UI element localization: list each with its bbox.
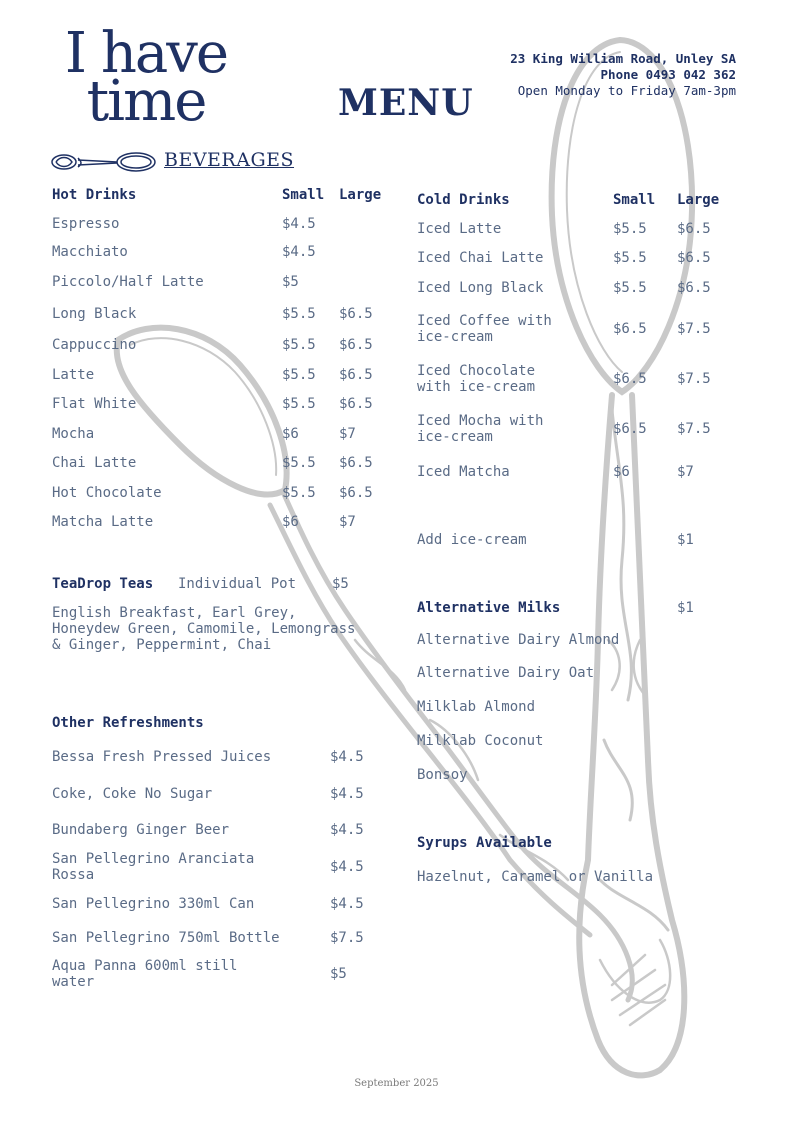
syrups-options: Hazelnut, Caramel or Vanilla — [417, 869, 654, 885]
cold-item-name: Iced Chocolate with ice-cream — [417, 363, 536, 395]
cold-item-large: $6.5 — [677, 250, 711, 266]
hot-item-small: $4.5 — [282, 216, 316, 232]
refreshments-heading: Other Refreshments — [52, 715, 204, 731]
cold-item-small: $5.5 — [613, 280, 647, 296]
teas-heading: TeaDrop Teas — [52, 576, 154, 592]
cold-item-small: $5.5 — [613, 221, 647, 237]
cold-item-name: Iced Matcha — [417, 464, 510, 480]
alt-milks-heading: Alternative Milks — [417, 600, 561, 616]
hot-item-name: Mocha — [52, 426, 95, 442]
refreshment-name: San Pellegrino 330ml Can — [52, 896, 255, 912]
hot-item-large: $6.5 — [339, 396, 373, 412]
section-title-beverages: BEVERAGES — [164, 149, 295, 171]
logo-line-2: time — [86, 69, 206, 134]
syrups-heading: Syrups Available — [417, 835, 552, 851]
refreshment-price: $4.5 — [330, 786, 364, 802]
refreshment-name: San Pellegrino Aranciata Rossa — [52, 851, 255, 883]
refreshment-price: $4.5 — [330, 749, 364, 765]
alt-milks-price: $1 — [677, 600, 694, 616]
refreshment-price: $7.5 — [330, 930, 364, 946]
hot-drinks-heading: Hot Drinks — [52, 187, 137, 203]
hot-item-small: $5.5 — [282, 396, 316, 412]
teas-pot-label: Individual Pot — [178, 576, 297, 592]
address: 23 King William Road, Unley SA — [510, 51, 736, 66]
spoon-icon — [48, 150, 160, 176]
hot-item-small: $5.5 — [282, 485, 316, 501]
refreshment-price: $4.5 — [330, 822, 364, 838]
add-ice-cream-price: $1 — [677, 532, 694, 548]
cold-item-small: $6.5 — [613, 371, 647, 387]
teas-varieties: English Breakfast, Earl Grey, Honeydew Green, Camomile, Lemongrass & Ginger, Peppermint, Chai — [52, 605, 356, 653]
cold-item-large: $6.5 — [677, 221, 711, 237]
cold-item-name: Iced Coffee with ice-cream — [417, 313, 552, 345]
hot-item-large: $6.5 — [339, 455, 373, 471]
hot-item-small: $6 — [282, 426, 299, 442]
hot-item-small: $5.5 — [282, 337, 316, 353]
cold-item-large: $7.5 — [677, 371, 711, 387]
hot-item-large: $6.5 — [339, 367, 373, 383]
refreshment-name: Bundaberg Ginger Beer — [52, 822, 230, 838]
hot-item-small: $5.5 — [282, 455, 316, 471]
hot-item-name: Chai Latte — [52, 455, 137, 471]
hot-small-header: Small — [282, 187, 325, 203]
refreshment-name: San Pellegrino 750ml Bottle — [52, 930, 280, 946]
alt-milk-item: Milklab Coconut — [417, 733, 544, 749]
cold-large-header: Large — [677, 192, 720, 208]
cold-item-name: Iced Chai Latte — [417, 250, 544, 266]
hot-item-small: $5.5 — [282, 367, 316, 383]
alt-milk-item: Milklab Almond — [417, 699, 536, 715]
hot-item-large: $6.5 — [339, 306, 373, 322]
cold-item-large: $7 — [677, 464, 694, 480]
hot-item-large: $7 — [339, 426, 356, 442]
opening-hours: Open Monday to Friday 7am-3pm — [517, 83, 736, 98]
hot-item-small: $5.5 — [282, 306, 316, 322]
hot-item-name: Piccolo/Half Latte — [52, 274, 204, 290]
cold-item-small: $6.5 — [613, 421, 647, 437]
hot-item-name: Latte — [52, 367, 95, 383]
cold-item-large: $7.5 — [677, 321, 711, 337]
cold-item-small: $6 — [613, 464, 630, 480]
alt-milk-item: Bonsoy — [417, 767, 468, 783]
hot-item-name: Matcha Latte — [52, 514, 154, 530]
cold-item-large: $6.5 — [677, 280, 711, 296]
refreshment-name: Coke, Coke No Sugar — [52, 786, 213, 802]
phone: Phone 0493 042 362 — [600, 67, 736, 82]
refreshment-price: $4.5 — [330, 896, 364, 912]
refreshment-name: Bessa Fresh Pressed Juices — [52, 749, 272, 765]
hot-item-name: Cappuccino — [52, 337, 137, 353]
cold-item-name: Iced Mocha with ice-cream — [417, 413, 544, 445]
footer-date: September 2025 — [354, 1078, 439, 1089]
hot-large-header: Large — [339, 187, 382, 203]
page-title: MENU — [338, 82, 474, 124]
logo-line-1: I have — [64, 21, 228, 86]
refreshment-price: $5 — [330, 966, 347, 982]
alt-milk-item: Alternative Dairy Oat — [417, 665, 595, 681]
logo — [46, 21, 246, 134]
cold-item-name: Iced Long Black — [417, 280, 544, 296]
hot-item-name: Espresso — [52, 216, 120, 232]
alt-milk-item: Alternative Dairy Almond — [417, 632, 620, 648]
hot-item-small: $5 — [282, 274, 299, 290]
contact-info — [510, 51, 736, 99]
hot-item-name: Macchiato — [52, 244, 128, 260]
add-ice-cream-label: Add ice-cream — [417, 532, 527, 548]
refreshment-name: Aqua Panna 600ml still water — [52, 958, 238, 990]
hot-item-name: Long Black — [52, 306, 137, 322]
cold-item-small: $5.5 — [613, 250, 647, 266]
teas-price: $5 — [332, 576, 349, 592]
hot-item-name: Flat White — [52, 396, 137, 412]
hot-item-large: $7 — [339, 514, 356, 530]
cold-item-small: $6.5 — [613, 321, 647, 337]
cold-small-header: Small — [613, 192, 656, 208]
cold-drinks-heading: Cold Drinks — [417, 192, 510, 208]
hot-item-large: $6.5 — [339, 337, 373, 353]
hot-item-name: Hot Chocolate — [52, 485, 162, 501]
hot-item-small: $4.5 — [282, 244, 316, 260]
hot-item-small: $6 — [282, 514, 299, 530]
hot-item-large: $6.5 — [339, 485, 373, 501]
refreshment-price: $4.5 — [330, 859, 364, 875]
cold-item-name: Iced Latte — [417, 221, 502, 237]
cold-item-large: $7.5 — [677, 421, 711, 437]
